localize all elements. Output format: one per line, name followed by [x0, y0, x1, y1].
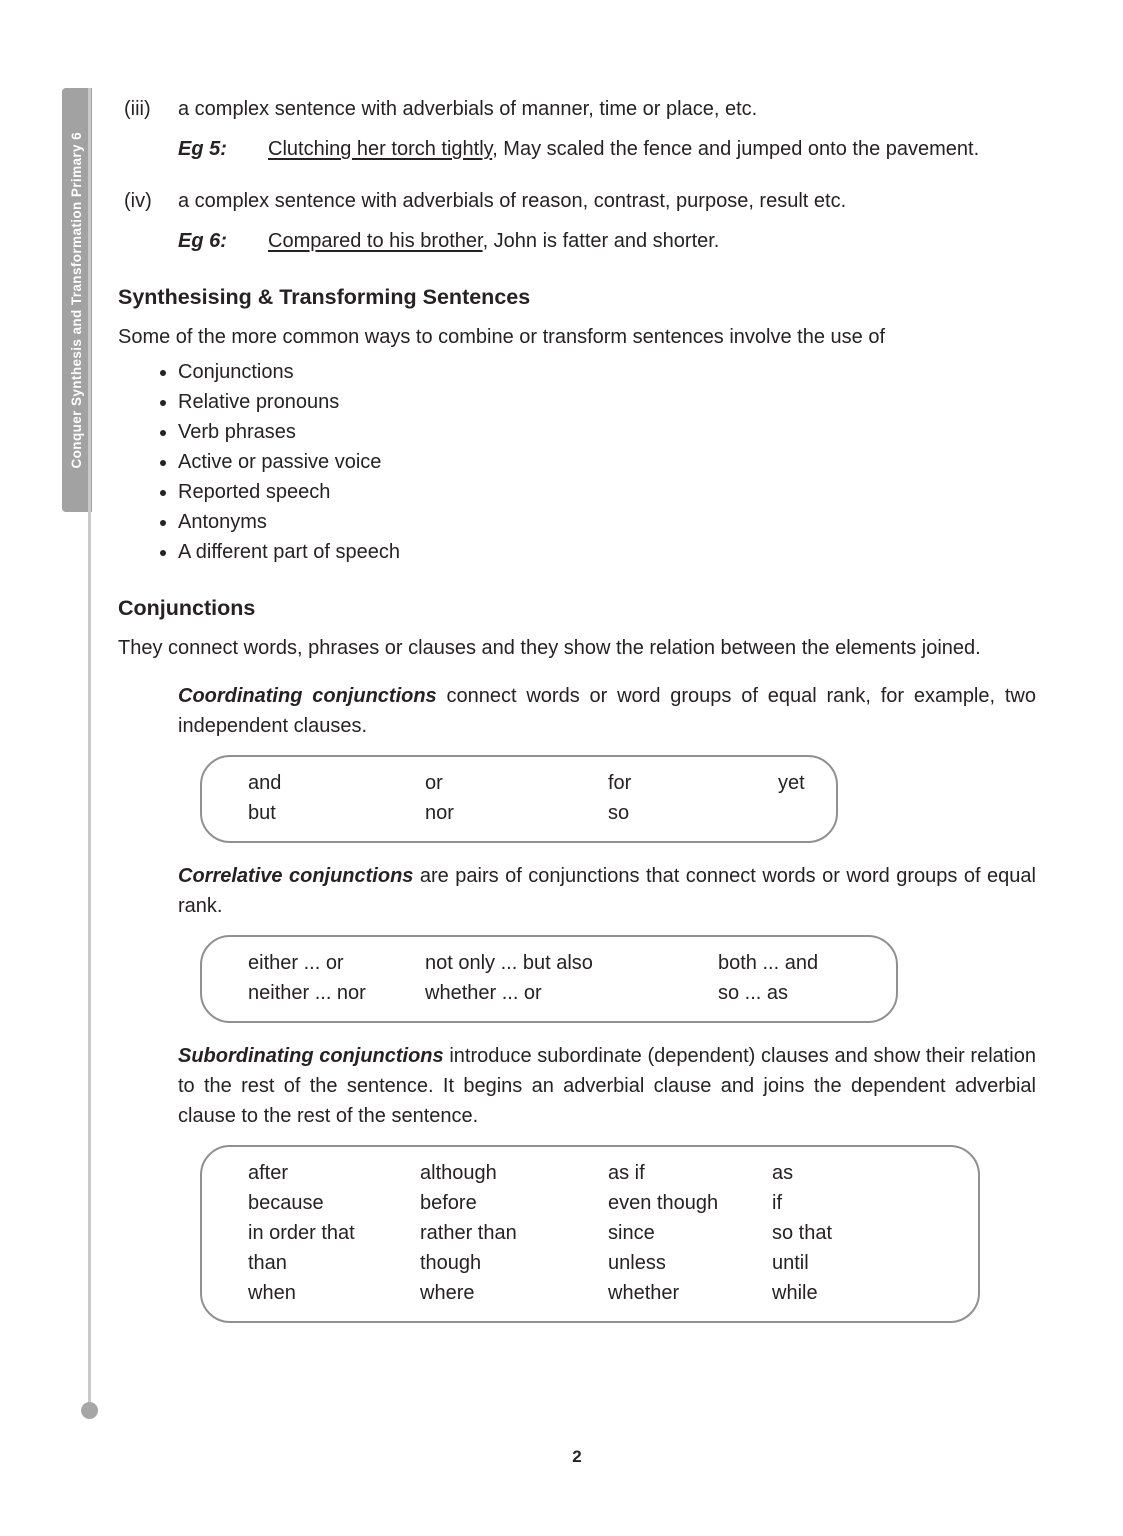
underlined-phrase: Compared to his brother — [268, 230, 483, 252]
conjunction: though — [420, 1252, 482, 1274]
conjunction: and — [248, 772, 282, 794]
subordinating-conjunctions-box — [200, 1145, 980, 1323]
box-column — [608, 1158, 772, 1308]
conjunction: rather than — [420, 1222, 517, 1244]
method-item: • Reported speech — [178, 477, 1036, 507]
conjunction: where — [420, 1282, 475, 1304]
conjunction: when — [248, 1282, 296, 1304]
coordinating-definition — [178, 681, 1036, 741]
subordinating-text: introduce subordinate (dependent) clauses and show their relation to the rest of the sentence. It begins an adverbial clause and joins the dependent adverbial clause to the rest of the sentence. — [178, 1045, 1037, 1127]
example-eg5-rest: , May scaled the fence and jumped onto the pavement. — [492, 138, 980, 160]
conjunction: if — [772, 1192, 782, 1214]
conjunction-pair: both ... and — [718, 952, 819, 974]
underlined-phrase: Clutching her torch tightly — [268, 138, 493, 160]
methods-list — [118, 357, 1036, 567]
conjunction-pair: so ... as — [718, 982, 789, 1004]
example-eg5 — [178, 134, 1036, 164]
page-content — [118, 94, 1036, 1323]
box-column — [420, 1158, 608, 1308]
conjunction: even though — [608, 1192, 719, 1214]
conjunction: so that — [772, 1222, 833, 1244]
item-text-iii: a complex sentence with adverbials of manner, time or place, etc. — [178, 98, 758, 120]
conjunction: whether — [608, 1282, 680, 1304]
coordinating-text: connect words or word groups of equal rank, for example, two independent clauses. — [178, 685, 1036, 737]
method-item: • A different part of speech — [178, 537, 1036, 567]
box-column — [718, 948, 876, 1008]
box-column — [248, 1158, 420, 1308]
box-column — [778, 768, 816, 828]
conjunction: so — [608, 802, 630, 824]
vertical-rule — [88, 88, 91, 1410]
conjunction: as — [772, 1162, 794, 1184]
method-item: • Conjunctions — [178, 357, 1036, 387]
conjunction: because — [248, 1192, 324, 1214]
item-marker-iv: (iv) — [124, 190, 152, 212]
conjunction: as if — [608, 1162, 645, 1184]
synthesising-intro: Some of the more common ways to combine or transform sentences involve the use of — [118, 326, 886, 348]
box-column — [248, 768, 425, 828]
conjunction: until — [772, 1252, 809, 1274]
conjunction: although — [420, 1162, 497, 1184]
conjunction-pair: whether ... or — [425, 982, 542, 1004]
conjunction: than — [248, 1252, 287, 1274]
box-column — [608, 768, 778, 828]
example-eg6-label: Eg 6: — [178, 230, 227, 252]
conjunction: in order that — [248, 1222, 355, 1244]
subordinating-term: Subordinating conjunctions — [178, 1045, 444, 1067]
item-text-iv: a complex sentence with adverbials of reason, contrast, purpose, result etc. — [178, 190, 847, 212]
conjunction-pair: neither ... nor — [248, 982, 366, 1004]
conjunction: while — [772, 1282, 818, 1304]
correlative-conjunctions-box — [200, 935, 898, 1023]
correlative-term: Correlative conjunctions — [178, 865, 414, 887]
conjunction: nor — [425, 802, 454, 824]
conjunction: after — [248, 1162, 289, 1184]
method-item: • Relative pronouns — [178, 387, 1036, 417]
conjunction: unless — [608, 1252, 666, 1274]
conjunction-pair: not only ... but also — [425, 952, 593, 974]
coordinating-conjunctions-box — [200, 755, 838, 843]
conjunction: or — [425, 772, 443, 794]
box-column — [248, 948, 425, 1008]
example-eg5-label: Eg 5: — [178, 138, 227, 160]
correlative-text: are pairs of conjunctions that connect words or word groups of equal rank. — [178, 865, 1036, 917]
conjunction: since — [608, 1222, 655, 1244]
example-eg6-rest: , John is fatter and shorter. — [482, 230, 720, 252]
list-item-iii — [118, 94, 1036, 124]
conjunctions-heading: Conjunctions — [118, 596, 256, 620]
method-item: • Antonyms — [178, 507, 1036, 537]
coordinating-term: Coordinating conjunctions — [178, 685, 437, 707]
correlative-definition — [178, 861, 1036, 921]
method-item: • Verb phrases — [178, 417, 1036, 447]
synthesising-heading: Synthesising & Transforming Sentences — [118, 285, 531, 309]
box-column — [772, 1158, 958, 1308]
conjunction: yet — [778, 772, 805, 794]
example-eg6-text — [268, 226, 1036, 256]
method-item: • Active or passive voice — [178, 447, 1036, 477]
item-marker-iii: (iii) — [124, 98, 151, 120]
list-item-iv — [118, 186, 1036, 216]
conjunction: for — [608, 772, 632, 794]
box-column — [425, 948, 718, 1008]
conjunction: before — [420, 1192, 477, 1214]
page-number: 2 — [572, 1447, 582, 1466]
side-tab-label: Conquer Synthesis and Transformation Primary 6 — [69, 131, 85, 469]
example-eg5-text — [268, 134, 1036, 164]
example-eg6 — [178, 226, 1036, 256]
conjunction-pair: either ... or — [248, 952, 344, 974]
conjunction: but — [248, 802, 276, 824]
conjunctions-intro: They connect words, phrases or clauses and they show the relation between the elements joined. — [118, 637, 981, 659]
box-column — [425, 768, 608, 828]
subordinating-definition — [178, 1041, 1036, 1131]
vertical-rule-end-dot — [81, 1402, 98, 1419]
